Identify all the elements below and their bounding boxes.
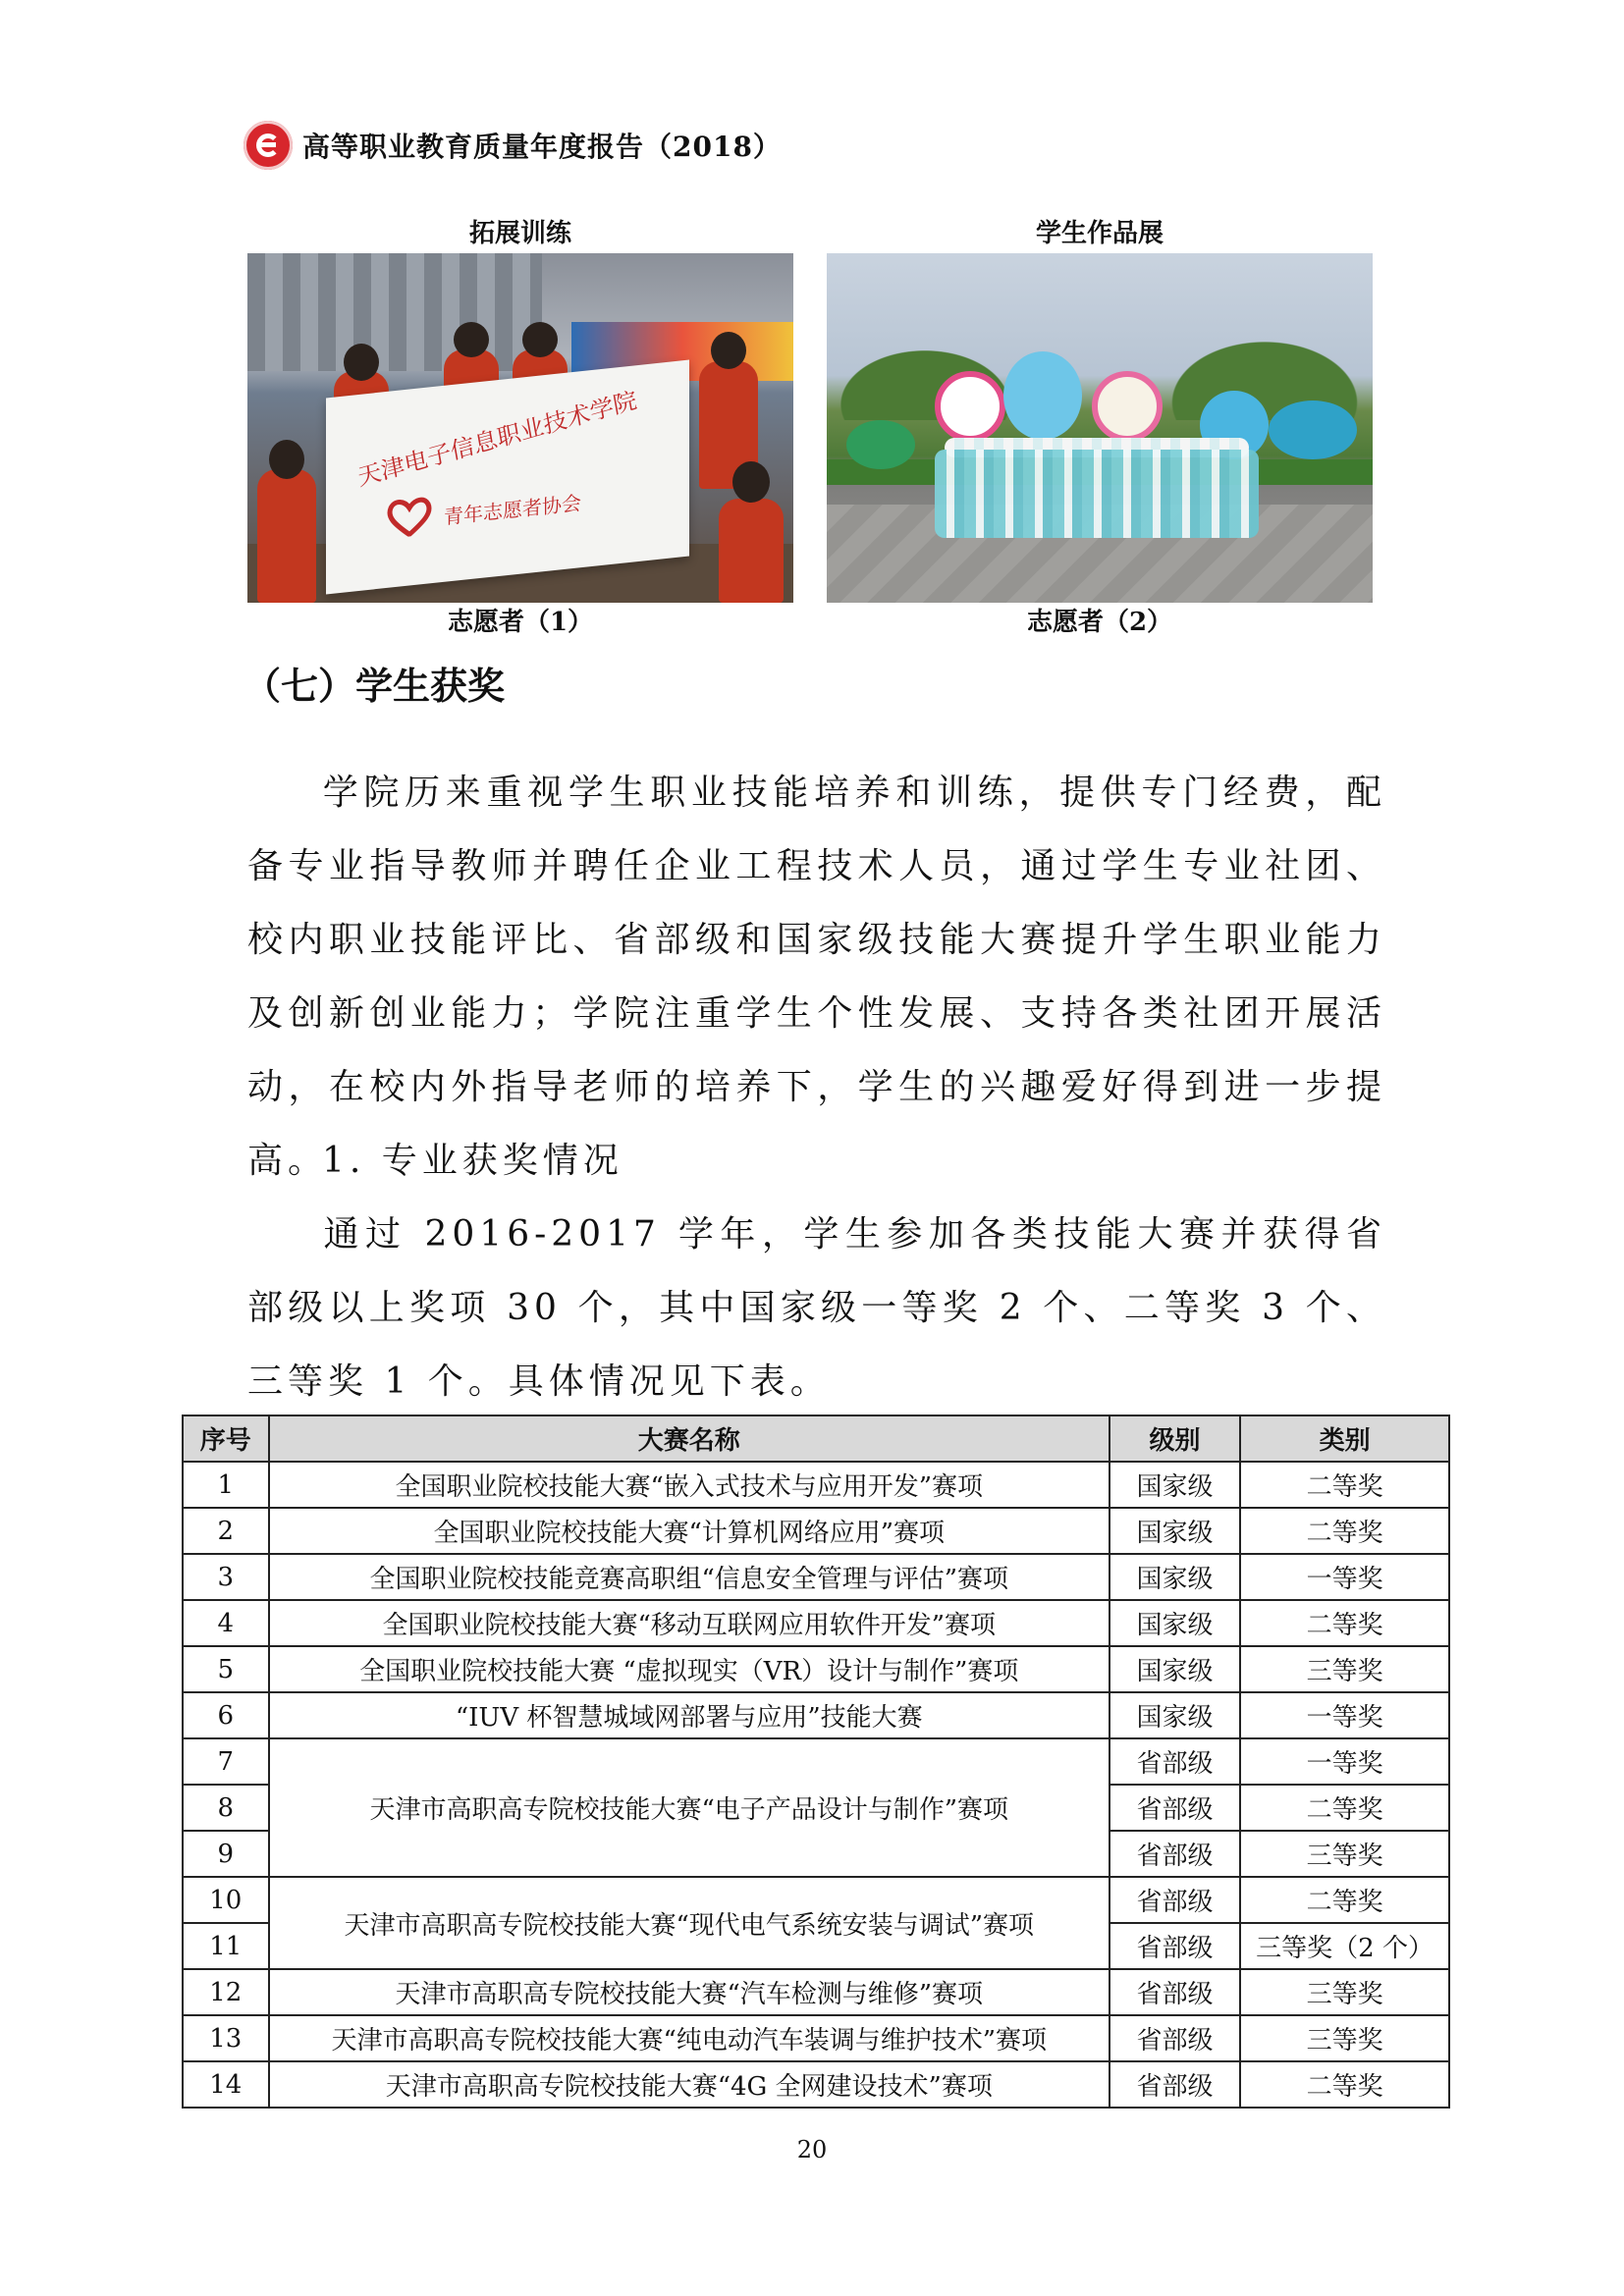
cell-no: 5 <box>183 1646 269 1692</box>
volunteer-photo-1 <box>247 253 793 603</box>
volunteer-banner <box>326 360 689 595</box>
cell-no: 6 <box>183 1692 269 1738</box>
paragraph-2-text: 通过 2016-2017 学年，学生参加各类技能大赛并获得省部级以上奖项 30 个，其中国家级一等奖 2 个、二等奖 3 个、三等奖 1 个。具体情况见下表。 <box>247 1214 1386 1402</box>
cell-name: 全国职业院校技能大赛“嵌入式技术与应用开发”赛项 <box>269 1462 1110 1508</box>
table-row <box>183 1600 1449 1646</box>
cell-name: “IUV 杯智慧城域网部署与应用”技能大赛 <box>269 1692 1110 1738</box>
table-row <box>183 2015 1449 2061</box>
cell-level: 国家级 <box>1110 1462 1240 1508</box>
photo-top-label-1: 拓展训练 <box>468 219 571 248</box>
cell-level: 国家级 <box>1110 1554 1240 1600</box>
cell-type: 二等奖 <box>1240 1462 1449 1508</box>
table-row <box>183 1646 1449 1692</box>
header-type: 类别 <box>1240 1415 1449 1462</box>
cell-level: 省部级 <box>1110 1785 1240 1831</box>
cell-type: 三等奖 <box>1240 2015 1449 2061</box>
table-row <box>183 1462 1449 1508</box>
cell-name: 全国职业院校技能竞赛高职组“信息安全管理与评估”赛项 <box>269 1554 1110 1600</box>
cell-level: 省部级 <box>1110 2015 1240 2061</box>
volunteer-photo-2 <box>827 253 1373 603</box>
cell-level: 省部级 <box>1110 1923 1240 1969</box>
table-row <box>183 1969 1449 2015</box>
cell-name: 天津市高职高专院校技能大赛“纯电动汽车装调与维护技术”赛项 <box>269 2015 1110 2061</box>
cell-type: 二等奖 <box>1240 2061 1449 2108</box>
cell-no: 9 <box>183 1831 269 1877</box>
heart-icon <box>385 495 434 539</box>
cell-type: 三等奖（2 个） <box>1240 1923 1449 1969</box>
page-number: 20 <box>796 2136 828 2163</box>
cell-type: 一等奖 <box>1240 1738 1449 1785</box>
cell-type: 一等奖 <box>1240 1554 1449 1600</box>
cell-no: 4 <box>183 1600 269 1646</box>
banner-subtext: 青年志愿者协会 <box>444 491 581 529</box>
photo-caption-1: 志愿者（1） <box>447 608 594 637</box>
photo-top-label-2: 学生作品展 <box>1035 219 1164 248</box>
college-logo-icon <box>244 121 293 170</box>
student-group <box>935 450 1259 538</box>
report-title: 高等职业教育质量年度报告（2018） <box>302 131 782 163</box>
cell-name: 全国职业院校技能大赛“计算机网络应用”赛项 <box>269 1508 1110 1554</box>
cell-name-merged: 天津市高职高专院校技能大赛“现代电气系统安装与调试”赛项 <box>269 1877 1110 1969</box>
header-no: 序号 <box>183 1415 269 1462</box>
cell-level: 国家级 <box>1110 1692 1240 1738</box>
table-row <box>183 1738 1449 1785</box>
section-title: （七）学生获奖 <box>244 665 506 708</box>
page-header <box>244 116 782 175</box>
header-name: 大赛名称 <box>269 1415 1110 1462</box>
cell-name: 天津市高职高专院校技能大赛“汽车检测与维修”赛项 <box>269 1969 1110 2015</box>
table-row <box>183 1508 1449 1554</box>
paragraph-2 <box>247 1198 1386 1418</box>
cell-no: 10 <box>183 1877 269 1923</box>
photo-block-1 <box>247 214 793 642</box>
cell-no: 12 <box>183 1969 269 2015</box>
cell-no: 2 <box>183 1508 269 1554</box>
cell-no: 14 <box>183 2061 269 2108</box>
cell-type: 二等奖 <box>1240 1600 1449 1646</box>
table-row <box>183 1692 1449 1738</box>
cell-name-merged: 天津市高职高专院校技能大赛“电子产品设计与制作”赛项 <box>269 1738 1110 1877</box>
photo-caption-2: 志愿者（2） <box>1026 608 1173 637</box>
cell-type: 三等奖 <box>1240 1831 1449 1877</box>
cell-name: 天津市高职高专院校技能大赛“4G 全网建设技术”赛项 <box>269 2061 1110 2108</box>
cell-no: 1 <box>183 1462 269 1508</box>
cell-level: 省部级 <box>1110 1877 1240 1923</box>
paragraph-1-text: 学院历来重视学生职业技能培养和训练，提供专门经费，配备专业指导教师并聘任企业工程技术人员，通过学生专业社团、校内职业技能评比、省部级和国家级技能大赛提升学生职业能力及创新创业能力；学院注重学生个性发展、支持各类社团开展活动，在校内外指导老师的培养下，学生的兴趣爱好得到进一步提高。 <box>247 773 1386 1181</box>
cell-no: 11 <box>183 1923 269 1969</box>
cell-level: 省部级 <box>1110 2061 1240 2108</box>
cell-level: 国家级 <box>1110 1508 1240 1554</box>
table-row <box>183 1877 1449 1923</box>
cell-level: 省部级 <box>1110 1738 1240 1785</box>
cell-level: 国家级 <box>1110 1646 1240 1692</box>
cell-level: 省部级 <box>1110 1969 1240 2015</box>
cell-level: 国家级 <box>1110 1600 1240 1646</box>
cell-no: 8 <box>183 1785 269 1831</box>
cell-no: 13 <box>183 2015 269 2061</box>
cell-type: 三等奖 <box>1240 1646 1449 1692</box>
photo-block-2 <box>827 214 1373 642</box>
cell-type: 二等奖 <box>1240 1508 1449 1554</box>
cell-type: 三等奖 <box>1240 1969 1449 2015</box>
banner-text: 天津电子信息职业技术学院 <box>355 386 639 492</box>
cell-type: 一等奖 <box>1240 1692 1449 1738</box>
subheading-text: 1. 专业获奖情况 <box>322 1141 623 1181</box>
cell-name: 全国职业院校技能大赛“移动互联网应用软件开发”赛项 <box>269 1600 1110 1646</box>
cell-level: 省部级 <box>1110 1831 1240 1877</box>
table-header-row <box>183 1415 1449 1462</box>
table-row <box>183 2061 1449 2108</box>
cell-type: 二等奖 <box>1240 1785 1449 1831</box>
cell-name: 全国职业院校技能大赛 “虚拟现实（VR）设计与制作”赛项 <box>269 1646 1110 1692</box>
awards-table <box>182 1415 1450 2109</box>
table-row <box>183 1554 1449 1600</box>
cell-no: 7 <box>183 1738 269 1785</box>
header-level: 级别 <box>1110 1415 1240 1462</box>
subheading <box>247 1124 1386 1198</box>
cell-no: 3 <box>183 1554 269 1600</box>
cell-type: 二等奖 <box>1240 1877 1449 1923</box>
